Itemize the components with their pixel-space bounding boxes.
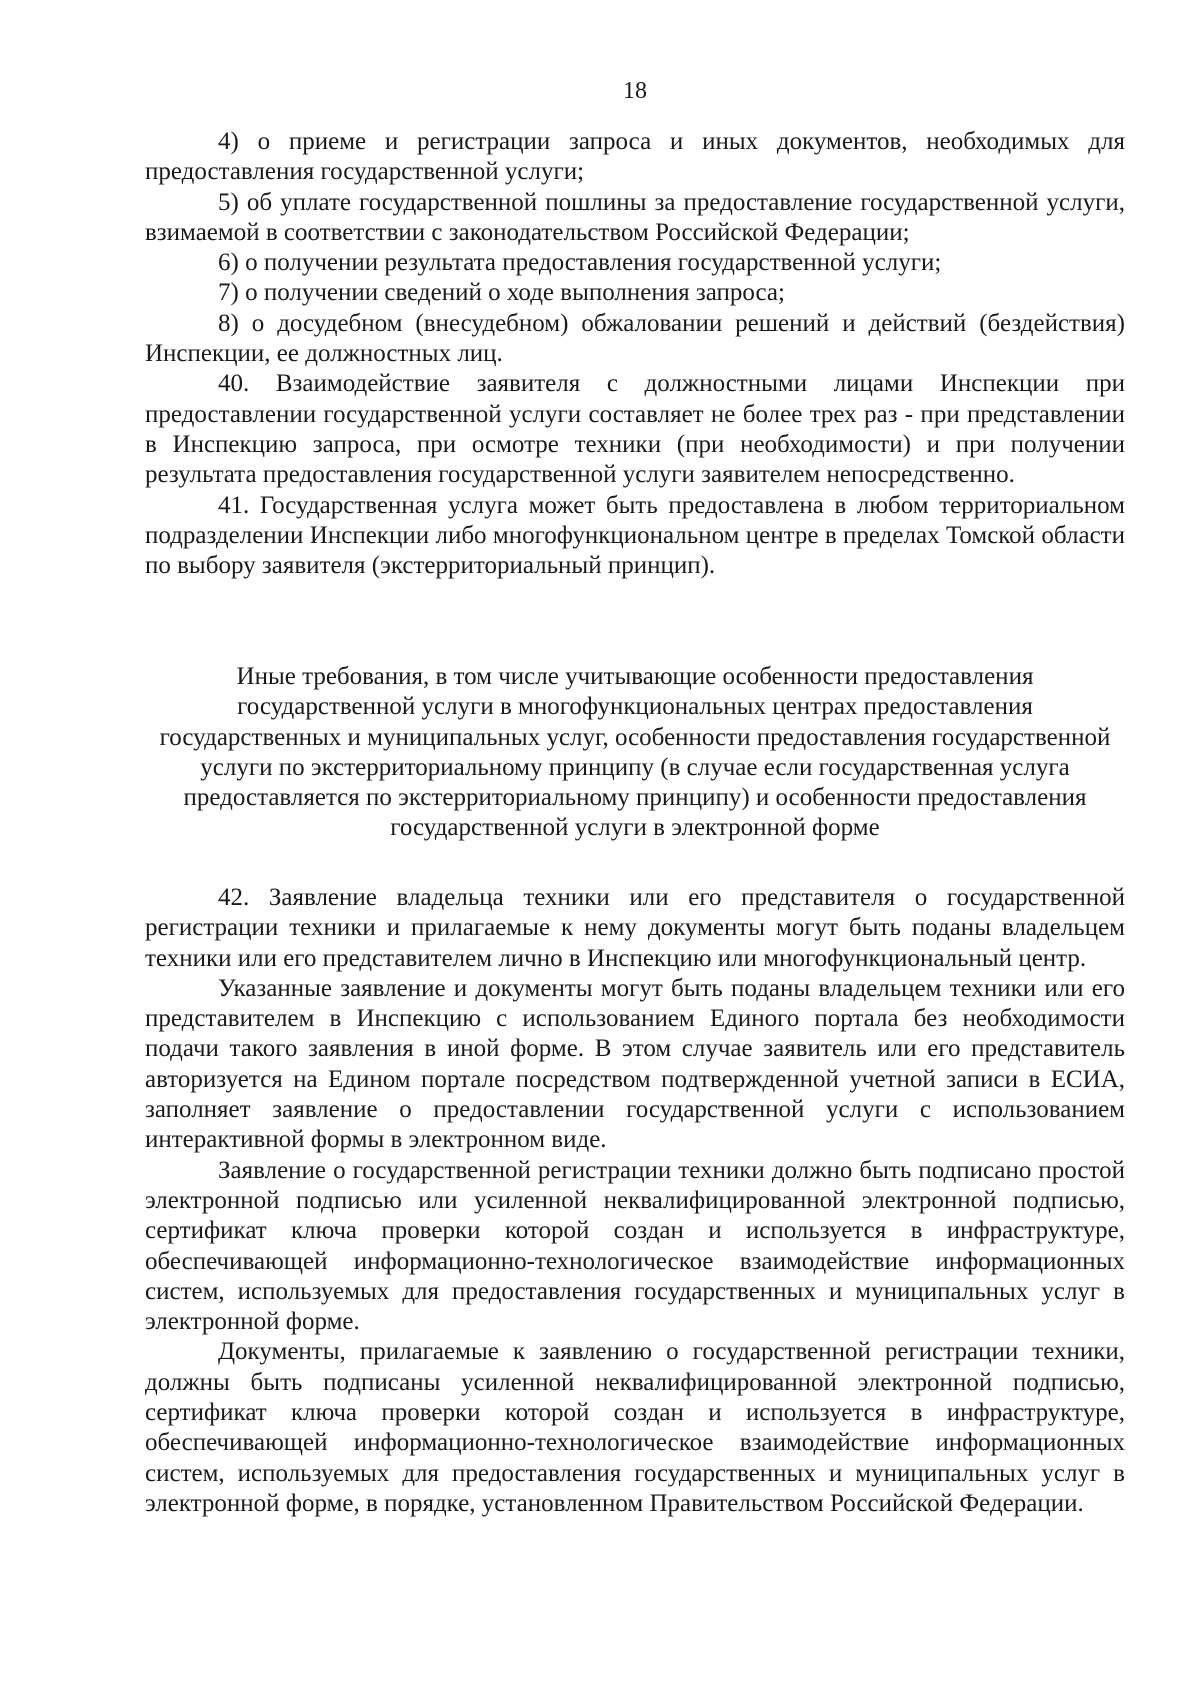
list-item-4: 4) о приеме и регистрации запроса и иных документов, необходимых для предоставления государственной услуги; bbox=[145, 128, 1125, 186]
paragraph-attached-documents: Документы, прилагаемые к заявлению о государственной регистрации техники, должны быть подписаны усиленной неквалифицированной электронной подписью, сертификат ключа проверки которой создан и используется в инфраструктуре, обеспечивающей информационно-технологическое взаимодействие информационных систем, используемых для предоставления государственных и муниципальных услуг в электронной форме, в порядке, установленном Правительством Российской Федерации. bbox=[145, 1338, 1125, 1517]
list-item-6: 6) о получении результата предоставления государственной услуги; bbox=[218, 249, 942, 277]
clause-42: 42. Заявление владельца техники или его представителя о государственной регистрации техники и прилагаемые к нему документы могут быть поданы владельцем техники или его представителем лично в Инспекцию или многофункциональный центр. bbox=[145, 884, 1125, 972]
section-heading: Иные требования, в том числе учитывающие особенности предоставления государственной услуги в многофункциональных центрах предоставления государственных и муниципальных услуг, особенности предоставления государственной услуги по экстерриториальному принципу (в случае если государственная услуга предоставляется по экстерриториальному принципу) и особенности предоставления государственной услуги в электронной форме bbox=[159, 663, 1111, 842]
clause-40: 40. Взаимодействие заявителя с должностными лицами Инспекции при предоставлении государственной услуги составляет не более трех раз - при представлении в Инспекцию запроса, при осмотре техники (при необходимости) и при получении результата предоставления государственной услуги заявителем непосредственно. bbox=[145, 370, 1125, 489]
paragraph-block-top bbox=[145, 127, 1125, 581]
paragraph-electronic-signature: Заявление о государственной регистрации техники должно быть подписано простой электронной подписью или усиленной неквалифицированной электронной подписью, сертификат ключа проверки которой создан и используется в инфраструктуре, обеспечивающей информационно-технологическое взаимодействие информационных систем, используемых для предоставления государственных и муниципальных услуг в электронной форме. bbox=[145, 1156, 1125, 1336]
page-number: 18 bbox=[623, 78, 647, 104]
list-item-5: 5) об уплате государственной пошлины за предоставление государственной услуги, взимаемой в соответствии с законодательством Российской Федерации; bbox=[145, 188, 1125, 246]
clause-41: 41. Государственная услуга может быть предоставлена в любом территориальном подразделении Инспекции либо многофункциональном центре в пределах Томской области по выбору заявителя (экстерриториальный принцип). bbox=[145, 491, 1125, 580]
list-item-8: 8) о досудебном (внесудебном) обжаловании решений и действий (бездействия) Инспекции, ее должностных лиц. bbox=[145, 309, 1125, 368]
list-item-7: 7) о получении сведений о ходе выполнения запроса; bbox=[218, 279, 785, 307]
paragraph-portal-submission: Указанные заявление и документы могут быть поданы владельцем техники или его представителем в Инспекцию с использованием Единого портала без необходимости подачи такого заявления в иной форме. В этом случае заявитель или его представитель авторизуется на Едином портале посредством подтвержденной учетной записи в ЕСИА, заполняет заявление о предоставлении государственной услуги с использованием интерактивной формы в электронном виде. bbox=[145, 974, 1125, 1154]
paragraph-block-bottom bbox=[145, 883, 1125, 1519]
